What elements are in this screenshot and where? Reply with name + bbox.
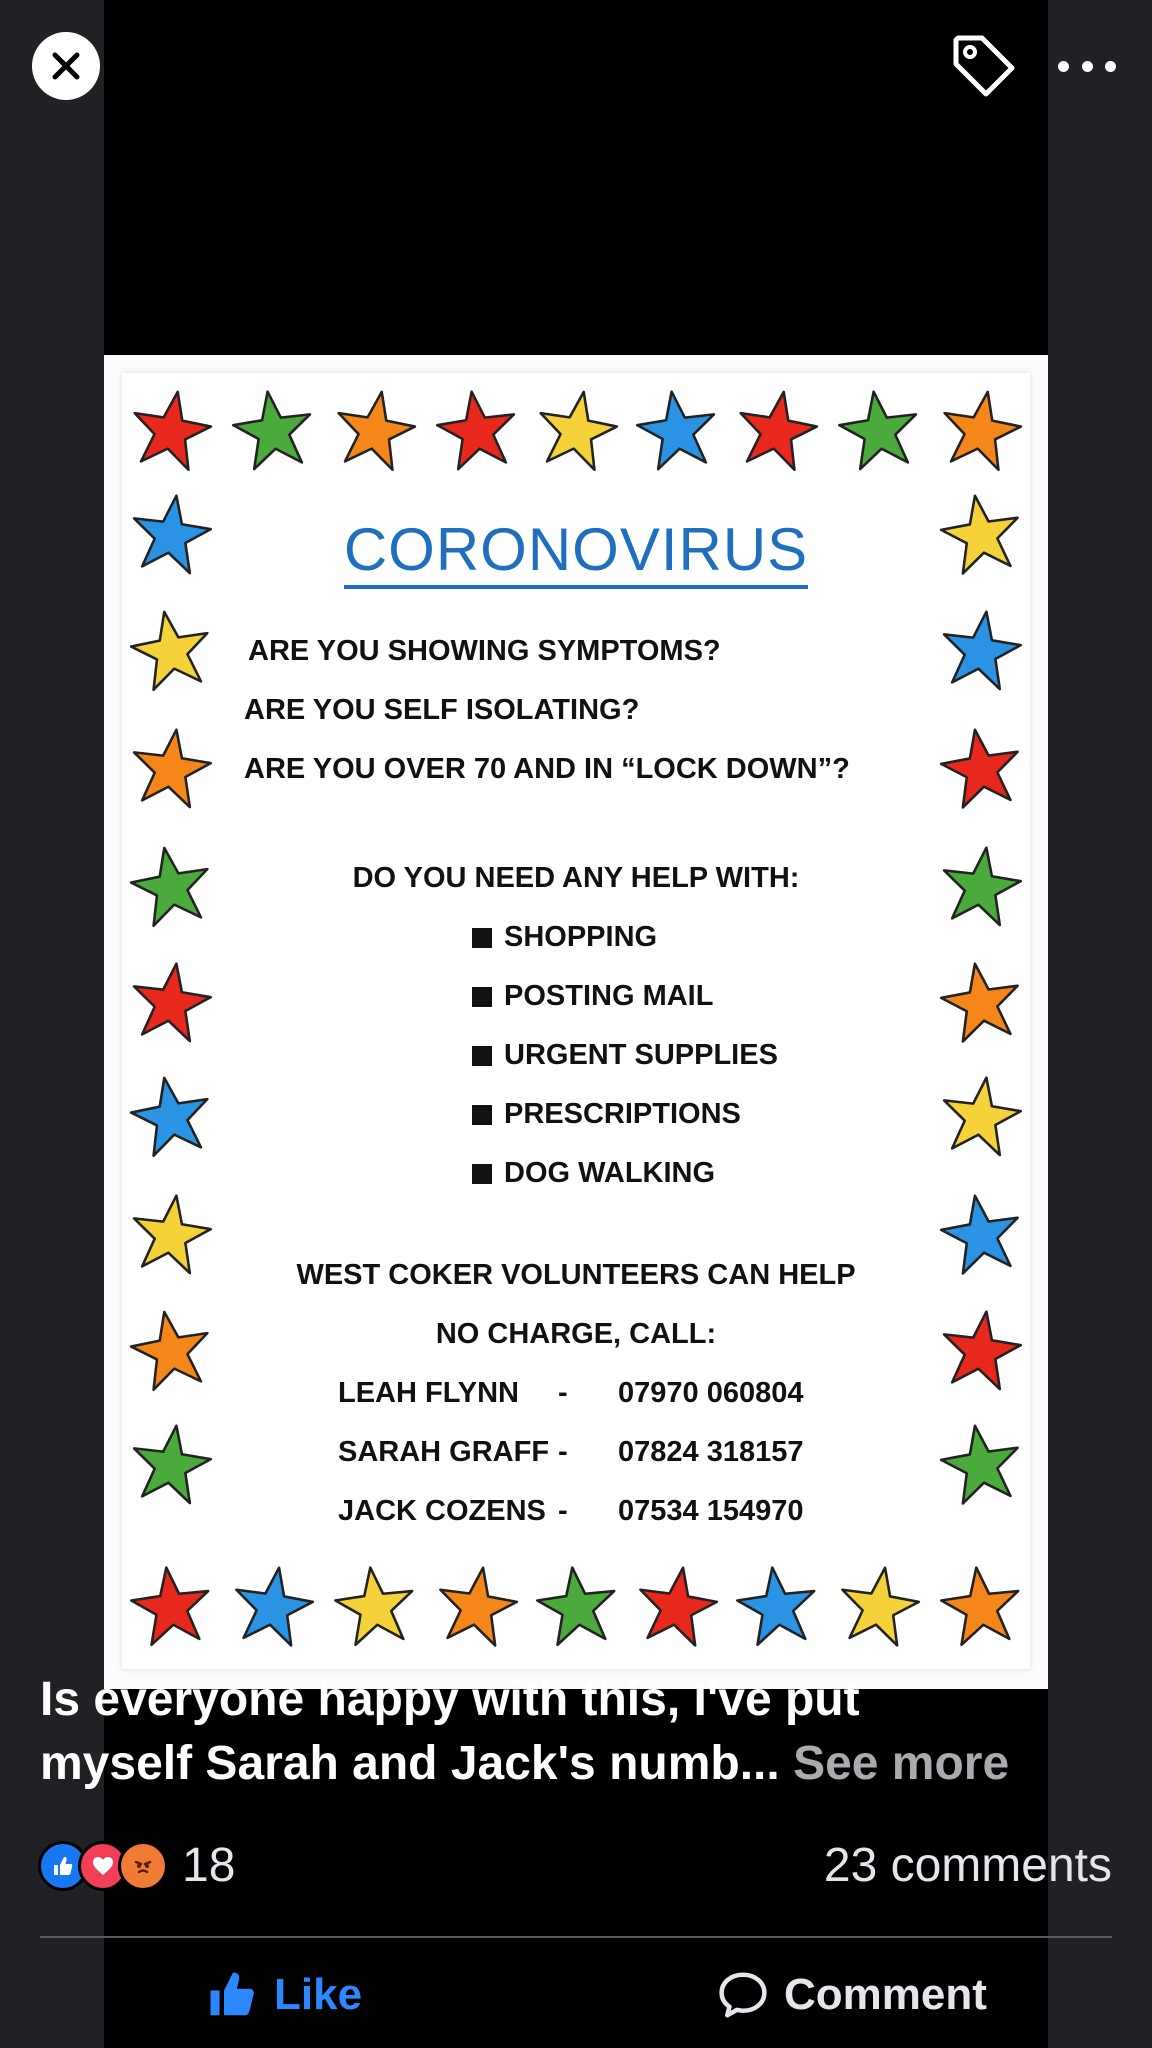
volunteers-line: WEST COKER VOLUNTEERS CAN HELP xyxy=(296,1259,856,1291)
help-item: PRESCRIPTIONS xyxy=(472,1098,741,1131)
star-icon xyxy=(121,380,221,480)
help-item: SHOPPING xyxy=(472,921,657,954)
contact-number: 07824 318157 xyxy=(618,1436,804,1468)
star-icon xyxy=(224,1557,322,1655)
comment-bubble-icon xyxy=(716,1968,770,2022)
star-icon xyxy=(327,1558,423,1654)
star-icon xyxy=(933,1558,1029,1654)
star-icon xyxy=(932,953,1030,1051)
star-icon xyxy=(932,1067,1029,1164)
star-icon xyxy=(729,1558,825,1654)
tag-button[interactable] xyxy=(948,30,1020,102)
contact-dash: - xyxy=(558,1495,568,1527)
flyer xyxy=(122,373,1030,1669)
close-icon xyxy=(51,51,81,81)
star-icon xyxy=(121,1066,221,1166)
bullet-icon xyxy=(472,987,492,1007)
star-icon xyxy=(529,1558,625,1654)
divider xyxy=(40,1936,1112,1938)
star-icon xyxy=(122,719,219,816)
contact-name: LEAH FLYNN xyxy=(338,1377,519,1409)
star-icon xyxy=(527,380,627,480)
question-lockdown: ARE YOU OVER 70 AND IN “LOCK DOWN”? xyxy=(244,753,850,785)
charge-line: NO CHARGE, CALL: xyxy=(435,1318,717,1350)
question-symptoms: ARE YOU SHOWING SYMPTOMS? xyxy=(248,635,721,667)
help-item: DOG WALKING xyxy=(472,1157,715,1190)
help-heading: DO YOU NEED ANY HELP WITH: xyxy=(352,862,800,894)
see-more-link[interactable]: See more xyxy=(793,1737,1010,1790)
comments-count-link[interactable]: 23 comments xyxy=(823,1839,1112,1892)
star-icon xyxy=(428,381,525,478)
question-isolating: ARE YOU SELF ISOLATING? xyxy=(244,694,640,726)
star-icon xyxy=(932,1415,1030,1513)
star-icon xyxy=(932,719,1030,817)
contact-name: JACK COZENS xyxy=(338,1495,546,1527)
tag-icon xyxy=(948,30,1020,102)
like-label: Like xyxy=(274,1970,363,2019)
thumbs-up-icon xyxy=(206,1968,260,2022)
star-icon xyxy=(325,380,425,480)
contact-number: 07970 060804 xyxy=(618,1377,804,1409)
reactions-summary[interactable] xyxy=(38,1838,235,1893)
bullet-icon xyxy=(472,1105,492,1125)
star-icon xyxy=(727,380,827,480)
flyer-title: CORONOVIRUS xyxy=(122,515,1030,584)
star-icon xyxy=(628,1557,726,1655)
close-button[interactable] xyxy=(32,32,100,100)
help-item: POSTING MAIL xyxy=(472,980,713,1013)
photo[interactable] xyxy=(104,355,1048,1689)
star-icon xyxy=(121,600,221,700)
angry-reaction-icon xyxy=(118,1841,168,1891)
star-icon xyxy=(122,1415,219,1512)
more-dot-icon xyxy=(1082,61,1093,72)
caption-line: myself Sarah and Jack's numb... xyxy=(40,1737,780,1790)
star-icon xyxy=(932,601,1029,698)
comment-button[interactable] xyxy=(716,1965,987,2025)
comment-label: Comment xyxy=(784,1970,987,2019)
contact-name: SARAH GRAFF xyxy=(338,1436,550,1468)
star-icon xyxy=(224,381,321,478)
contact-dash: - xyxy=(558,1436,568,1468)
star-icon xyxy=(428,1557,526,1655)
star-icon xyxy=(628,381,725,478)
more-options-button[interactable] xyxy=(1058,48,1116,84)
star-icon xyxy=(122,953,219,1050)
star-icon xyxy=(830,1557,928,1655)
like-button[interactable] xyxy=(206,1965,362,2025)
bullet-icon xyxy=(472,1046,492,1066)
star-icon xyxy=(931,380,1031,480)
contact-number: 07534 154970 xyxy=(618,1495,804,1527)
bullet-icon xyxy=(472,928,492,948)
contact-dash: - xyxy=(558,1377,568,1409)
more-dot-icon xyxy=(1105,61,1116,72)
star-icon xyxy=(123,1558,219,1654)
help-item: URGENT SUPPLIES xyxy=(472,1039,778,1072)
star-icon xyxy=(830,381,927,478)
post-caption xyxy=(40,1668,1120,1796)
more-dot-icon xyxy=(1058,61,1069,72)
reaction-count: 18 xyxy=(182,1839,236,1892)
bullet-icon xyxy=(472,1164,492,1184)
caption-line: Is everyone happy with this, I've put xyxy=(40,1673,860,1726)
